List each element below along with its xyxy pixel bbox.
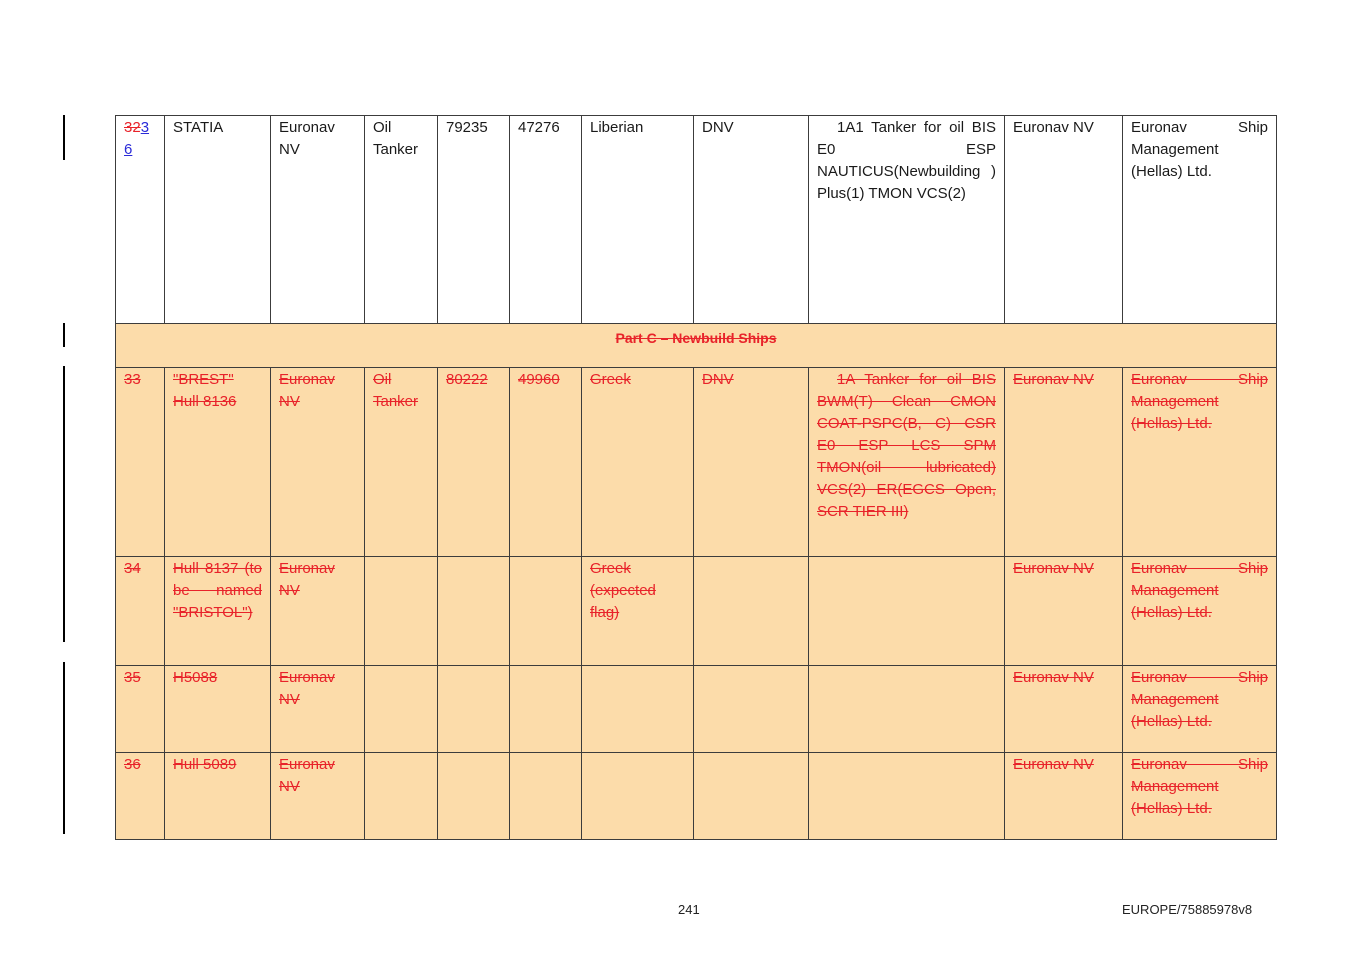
operator: Euronav Ship Management (Hellas) Ltd. <box>1131 669 1268 730</box>
manager: Euronav NV <box>1013 756 1094 773</box>
flag: Greek (expected flag) <box>590 560 656 621</box>
row-number: 36 <box>124 756 141 773</box>
operator: Euronav Ship Management (Hellas) Ltd. <box>1131 756 1268 817</box>
section-heading-cell <box>116 324 1277 368</box>
vessel-name: STATIA <box>165 116 271 324</box>
owner: Euronav NV <box>279 669 335 708</box>
manager: Euronav NV <box>1005 116 1123 324</box>
empty-cell <box>510 557 582 666</box>
vessel-table <box>115 115 1277 840</box>
vessel-type: Oil Tanker <box>365 116 438 324</box>
change-bar <box>63 366 65 642</box>
vessel-type: Oil Tanker <box>373 371 419 410</box>
manager: Euronav NV <box>1013 560 1094 577</box>
table-row <box>116 368 1277 557</box>
class-society: DNV <box>702 371 734 388</box>
flag: Liberian <box>582 116 694 324</box>
table-row <box>116 557 1277 666</box>
table-row <box>116 116 1277 324</box>
owner: Euronav NV <box>279 756 335 795</box>
owner: Euronav NV <box>279 371 335 410</box>
empty-cell <box>438 666 510 753</box>
operator: Euronav Ship Management (Hellas) Ltd. <box>1123 116 1277 324</box>
table-row <box>116 753 1277 840</box>
empty-cell <box>365 753 438 840</box>
manager: Euronav NV <box>1013 371 1094 388</box>
net-tonnage: 49960 <box>518 371 560 388</box>
section-heading-row <box>116 324 1277 368</box>
owner: Euronav NV <box>271 116 365 324</box>
empty-cell <box>809 557 1005 666</box>
owner: Euronav NV <box>279 560 335 599</box>
inserted-row-number: 6 <box>124 141 133 158</box>
row-number-cell <box>116 116 165 324</box>
empty-cell <box>809 753 1005 840</box>
net-tonnage: 47276 <box>510 116 582 324</box>
operator: Euronav Ship Management (Hellas) Ltd. <box>1131 371 1268 432</box>
class-notation: 1A Tanker for oil BIS BWM(T) Clean CMON COAT-PSPC(B, C) CSR E0 ESP LCS SPM TMON(oil lubricated) VCS(2) ER(EGCS Open, SCR TIER III) <box>817 371 996 520</box>
operator: Euronav Ship Management (Hellas) Ltd. <box>1131 560 1268 621</box>
document-reference: EUROPE/75885978v8 <box>1122 902 1253 917</box>
gross-tonnage: 79235 <box>438 116 510 324</box>
empty-cell <box>694 666 809 753</box>
empty-cell <box>365 557 438 666</box>
empty-cell <box>582 666 694 753</box>
vessel-name: Hull 8137 (to be named "BRISTOL") <box>173 560 262 621</box>
deleted-row-number: 32 <box>124 119 141 136</box>
empty-cell <box>694 753 809 840</box>
empty-cell <box>510 753 582 840</box>
inserted-row-number: 3 <box>140 119 150 136</box>
vessel-name: Hull 5089 <box>173 756 237 773</box>
gross-tonnage: 80222 <box>446 371 488 388</box>
vessel-name: "BREST" Hull 8136 <box>173 371 237 410</box>
flag: Greek <box>590 371 631 388</box>
change-bar <box>63 115 65 160</box>
vessel-name: H5088 <box>173 669 218 686</box>
change-bar <box>63 323 65 347</box>
change-bar <box>63 662 65 834</box>
manager: Euronav NV <box>1013 669 1094 686</box>
empty-cell <box>438 557 510 666</box>
empty-cell <box>809 666 1005 753</box>
class-society: DNV <box>694 116 809 324</box>
table-row <box>116 666 1277 753</box>
empty-cell <box>694 557 809 666</box>
empty-cell <box>510 666 582 753</box>
section-heading: Part C – Newbuild Ships <box>615 330 777 346</box>
row-number: 34 <box>124 560 141 577</box>
empty-cell <box>365 666 438 753</box>
row-number: 35 <box>124 669 141 686</box>
class-notation: 1A1 Tanker for oil BIS E0 ESP NAUTICUS(Newbuilding ) Plus(1) TMON VCS(2) <box>809 116 1005 324</box>
empty-cell <box>582 753 694 840</box>
row-number: 33 <box>124 371 141 388</box>
empty-cell <box>438 753 510 840</box>
page-number: 241 <box>678 902 700 917</box>
